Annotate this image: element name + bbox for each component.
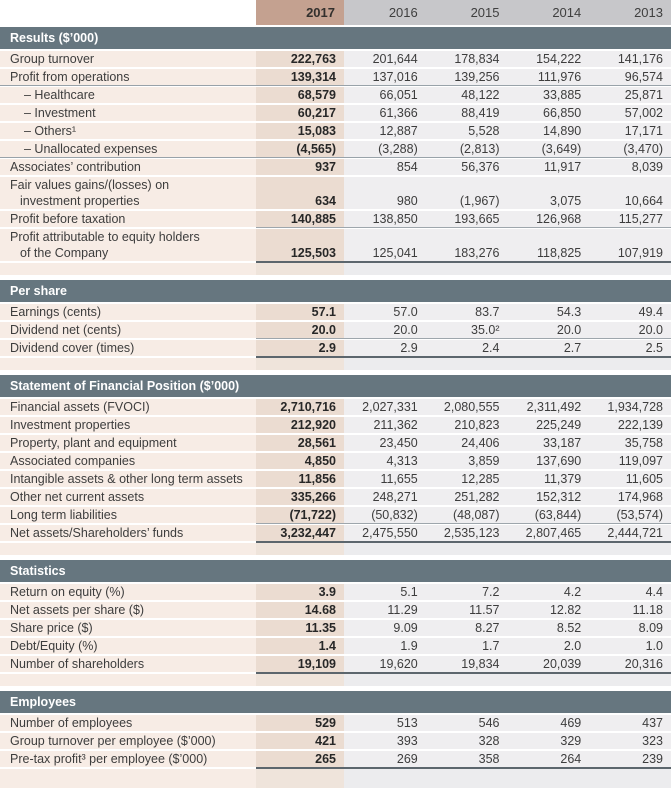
value-cell: 9.09 [344, 620, 426, 636]
row-label: Fair values gains/(losses) on [0, 177, 256, 193]
gap-label-segment [0, 674, 256, 686]
value-cell [589, 229, 671, 245]
value-cell: 193,665 [426, 211, 508, 228]
year-column-header: 2016 [344, 0, 426, 25]
value-cell-2017: 28,561 [256, 435, 344, 451]
value-cell: 210,823 [426, 417, 508, 433]
row-label: Long term liabilities [0, 507, 256, 524]
value-cell: 35.0² [426, 322, 508, 339]
value-cell: 3,859 [426, 453, 508, 469]
row-label: Associated companies [0, 453, 256, 469]
row-label: Dividend net (cents) [0, 322, 256, 339]
gap-data-segment [344, 674, 671, 686]
value-cell-2017: 212,920 [256, 417, 344, 433]
table-row [0, 525, 671, 543]
section-gap-band [0, 543, 671, 555]
value-cell-2017: 421 [256, 733, 344, 749]
value-cell: 20.0 [344, 322, 426, 339]
row-label: Return on equity (%) [0, 584, 256, 600]
row-label: Net assets per share ($) [0, 602, 256, 618]
gap-data-segment [344, 358, 671, 370]
value-cell: 20,039 [508, 656, 590, 674]
year-header-row [0, 0, 671, 25]
value-cell [426, 177, 508, 193]
value-cell: 137,690 [508, 453, 590, 469]
gap-data-segment [344, 263, 671, 275]
value-cell-2017 [256, 229, 344, 245]
gap-highlight-segment [256, 358, 344, 370]
value-cell: 2,080,555 [426, 399, 508, 415]
value-cell: 8.27 [426, 620, 508, 636]
value-cell-2017: 11,856 [256, 471, 344, 487]
year-column-header-highlighted: 2017 [256, 0, 344, 25]
table-row [0, 159, 671, 175]
value-cell-2017: 222,763 [256, 51, 344, 67]
row-label: – Investment [0, 105, 256, 121]
row-label: Group turnover per employee ($’000) [0, 733, 256, 749]
value-cell [589, 177, 671, 193]
table-row [0, 141, 671, 158]
value-cell [426, 229, 508, 245]
value-cell: 328 [426, 733, 508, 749]
gap-label-segment [0, 263, 256, 275]
table-row [0, 105, 671, 121]
value-cell: 20.0 [508, 322, 590, 339]
value-cell: 154,222 [508, 51, 590, 67]
value-cell: 54.3 [508, 304, 590, 320]
section-gap-band [0, 674, 671, 686]
table-row [0, 87, 671, 103]
section-header: Per share [0, 280, 671, 302]
value-cell: 48,122 [426, 87, 508, 103]
value-cell: 2,535,123 [426, 525, 508, 543]
row-label: Group turnover [0, 51, 256, 67]
value-cell-2017: 1.4 [256, 638, 344, 654]
value-cell: 211,362 [344, 417, 426, 433]
row-label: Investment properties [0, 417, 256, 433]
section-gap-band [0, 769, 671, 788]
value-cell: 11,917 [508, 159, 590, 175]
value-cell: 183,276 [426, 245, 508, 263]
value-cell: 11.57 [426, 602, 508, 618]
gap-data-segment [344, 769, 671, 788]
value-cell [344, 177, 426, 193]
value-cell: 24,406 [426, 435, 508, 451]
value-cell: 178,834 [426, 51, 508, 67]
value-cell: 1.7 [426, 638, 508, 654]
value-cell-2017: 3.9 [256, 584, 344, 600]
row-label: Debt/Equity (%) [0, 638, 256, 654]
table-row [0, 340, 671, 358]
row-label: – Healthcare [0, 87, 256, 103]
table-row [0, 602, 671, 618]
table-body [0, 27, 671, 788]
gap-highlight-segment [256, 263, 344, 275]
value-cell: 57.0 [344, 304, 426, 320]
value-cell-2017: 937 [256, 159, 344, 175]
section-header: Results ($’000) [0, 27, 671, 49]
value-cell: 141,176 [589, 51, 671, 67]
value-cell: 2.7 [508, 340, 590, 358]
value-cell: 11,379 [508, 471, 590, 487]
value-cell-2017: 3,232,447 [256, 525, 344, 543]
value-cell: 19,620 [344, 656, 426, 674]
value-cell-2017: 68,579 [256, 87, 344, 103]
value-cell-2017: 4,850 [256, 453, 344, 469]
table-row [0, 507, 671, 524]
value-cell: 248,271 [344, 489, 426, 505]
value-cell [508, 229, 590, 245]
section-header: Statistics [0, 560, 671, 582]
value-cell-2017: 634 [256, 193, 344, 209]
value-cell: 1.9 [344, 638, 426, 654]
value-cell [508, 177, 590, 193]
value-cell: 980 [344, 193, 426, 209]
row-label: Net assets/Shareholders’ funds [0, 525, 256, 543]
value-cell: 12.82 [508, 602, 590, 618]
value-cell: 83.7 [426, 304, 508, 320]
table-row [0, 245, 671, 263]
table-row [0, 584, 671, 600]
value-cell-2017: 529 [256, 715, 344, 731]
value-cell-2017 [256, 177, 344, 193]
table-row [0, 471, 671, 487]
row-label: of the Company [0, 245, 256, 263]
value-cell: 323 [589, 733, 671, 749]
value-cell: 225,249 [508, 417, 590, 433]
value-cell: 8,039 [589, 159, 671, 175]
value-cell: (3,649) [508, 141, 590, 158]
table-row [0, 453, 671, 469]
table-row [0, 435, 671, 451]
table-row [0, 620, 671, 636]
value-cell: 12,285 [426, 471, 508, 487]
value-cell: 269 [344, 751, 426, 769]
value-cell: 437 [589, 715, 671, 731]
value-cell: 12,887 [344, 123, 426, 139]
value-cell: 125,041 [344, 245, 426, 263]
value-cell: 5,528 [426, 123, 508, 139]
section-header: Employees [0, 691, 671, 713]
value-cell: 33,187 [508, 435, 590, 451]
value-cell: 4.2 [508, 584, 590, 600]
gap-highlight-segment [256, 769, 344, 788]
row-label: Profit attributable to equity holders [0, 229, 256, 245]
value-cell-2017: 125,503 [256, 245, 344, 263]
value-cell: 2,807,465 [508, 525, 590, 543]
value-cell: 25,871 [589, 87, 671, 103]
table-row [0, 322, 671, 339]
value-cell: 88,419 [426, 105, 508, 121]
value-cell: 222,139 [589, 417, 671, 433]
value-cell: 2,444,721 [589, 525, 671, 543]
value-cell: 469 [508, 715, 590, 731]
gap-highlight-segment [256, 543, 344, 555]
value-cell: 5.1 [344, 584, 426, 600]
value-cell: 8.09 [589, 620, 671, 636]
value-cell: 2.4 [426, 340, 508, 358]
value-cell [344, 229, 426, 245]
row-label: Number of employees [0, 715, 256, 731]
table-row [0, 193, 671, 209]
table-row [0, 177, 671, 193]
value-cell: 20,316 [589, 656, 671, 674]
table-row [0, 715, 671, 731]
table-row [0, 123, 671, 139]
value-cell: 11,655 [344, 471, 426, 487]
value-cell: 264 [508, 751, 590, 769]
value-cell: 49.4 [589, 304, 671, 320]
value-cell: 329 [508, 733, 590, 749]
table-row [0, 211, 671, 228]
value-cell-2017: 19,109 [256, 656, 344, 674]
value-cell: (50,832) [344, 507, 426, 524]
value-cell: 66,850 [508, 105, 590, 121]
value-cell-2017: 57.1 [256, 304, 344, 320]
value-cell-2017: 140,885 [256, 211, 344, 228]
value-cell: 107,919 [589, 245, 671, 263]
value-cell-2017: 14.68 [256, 602, 344, 618]
section-gap-band [0, 358, 671, 370]
table-row [0, 489, 671, 505]
value-cell-2017: 11.35 [256, 620, 344, 636]
table-row [0, 638, 671, 654]
value-cell: 2,311,492 [508, 399, 590, 415]
value-cell: 2,027,331 [344, 399, 426, 415]
value-cell-2017: (4,565) [256, 141, 344, 158]
value-cell: 119,097 [589, 453, 671, 469]
row-label: – Others¹ [0, 123, 256, 139]
value-cell: 393 [344, 733, 426, 749]
value-cell: 251,282 [426, 489, 508, 505]
section-header: Statement of Financial Position ($’000) [0, 375, 671, 397]
value-cell: (3,470) [589, 141, 671, 158]
row-label: Profit from operations [0, 69, 256, 86]
value-cell-2017: 60,217 [256, 105, 344, 121]
row-label: Number of shareholders [0, 656, 256, 674]
value-cell: (1,967) [426, 193, 508, 209]
value-cell: 33,885 [508, 87, 590, 103]
row-label: investment properties [0, 193, 256, 209]
value-cell: 2,475,550 [344, 525, 426, 543]
table-row [0, 399, 671, 415]
value-cell: 358 [426, 751, 508, 769]
value-cell-2017: 335,266 [256, 489, 344, 505]
value-cell: 118,825 [508, 245, 590, 263]
value-cell: 174,968 [589, 489, 671, 505]
row-label: Intangible assets & other long term assets [0, 471, 256, 487]
value-cell: 56,376 [426, 159, 508, 175]
row-label: – Unallocated expenses [0, 141, 256, 158]
value-cell: 513 [344, 715, 426, 731]
table-row [0, 733, 671, 749]
gap-data-segment [344, 543, 671, 555]
value-cell: 2.9 [344, 340, 426, 358]
gap-highlight-segment [256, 674, 344, 686]
value-cell: 8.52 [508, 620, 590, 636]
table-row [0, 656, 671, 674]
value-cell: 61,366 [344, 105, 426, 121]
value-cell-2017: 139,314 [256, 69, 344, 86]
value-cell: 546 [426, 715, 508, 731]
value-cell: 854 [344, 159, 426, 175]
table-row [0, 229, 671, 245]
value-cell-2017: 20.0 [256, 322, 344, 339]
value-cell: 126,968 [508, 211, 590, 228]
value-cell: 19,834 [426, 656, 508, 674]
value-cell: 7.2 [426, 584, 508, 600]
value-cell: (53,574) [589, 507, 671, 524]
value-cell: 2.0 [508, 638, 590, 654]
value-cell-2017: 265 [256, 751, 344, 769]
year-column-header: 2013 [589, 0, 671, 25]
value-cell: 17,171 [589, 123, 671, 139]
value-cell: 138,850 [344, 211, 426, 228]
row-label: Profit before taxation [0, 211, 256, 228]
value-cell: (63,844) [508, 507, 590, 524]
value-cell: 10,664 [589, 193, 671, 209]
value-cell: 1.0 [589, 638, 671, 654]
value-cell: 111,976 [508, 69, 590, 86]
table-row [0, 751, 671, 769]
value-cell: 115,277 [589, 211, 671, 228]
value-cell: (3,288) [344, 141, 426, 158]
value-cell-2017: 2.9 [256, 340, 344, 358]
table-row [0, 51, 671, 67]
value-cell: 11,605 [589, 471, 671, 487]
value-cell-2017: (71,722) [256, 507, 344, 524]
value-cell: 66,051 [344, 87, 426, 103]
value-cell: 137,016 [344, 69, 426, 86]
value-cell: 2.5 [589, 340, 671, 358]
value-cell: 57,002 [589, 105, 671, 121]
row-label: Financial assets (FVOCI) [0, 399, 256, 415]
gap-label-segment [0, 358, 256, 370]
row-label: Property, plant and equipment [0, 435, 256, 451]
value-cell: 3,075 [508, 193, 590, 209]
value-cell: 1,934,728 [589, 399, 671, 415]
row-label: Pre-tax profit³ per employee ($’000) [0, 751, 256, 769]
value-cell: (2,813) [426, 141, 508, 158]
value-cell: 11.18 [589, 602, 671, 618]
header-spacer [0, 0, 256, 25]
table-row [0, 69, 671, 86]
section-gap-band [0, 263, 671, 275]
value-cell: 201,644 [344, 51, 426, 67]
gap-label-segment [0, 769, 256, 788]
gap-label-segment [0, 543, 256, 555]
row-label: Associates’ contribution [0, 159, 256, 175]
table-row [0, 417, 671, 433]
value-cell: 14,890 [508, 123, 590, 139]
value-cell-2017: 2,710,716 [256, 399, 344, 415]
value-cell: 11.29 [344, 602, 426, 618]
row-label: Share price ($) [0, 620, 256, 636]
value-cell: (48,087) [426, 507, 508, 524]
value-cell-2017: 15,083 [256, 123, 344, 139]
value-cell: 139,256 [426, 69, 508, 86]
row-label: Earnings (cents) [0, 304, 256, 320]
year-column-header: 2014 [508, 0, 590, 25]
table-row [0, 304, 671, 320]
value-cell: 20.0 [589, 322, 671, 339]
row-label: Dividend cover (times) [0, 340, 256, 358]
value-cell: 35,758 [589, 435, 671, 451]
row-label: Other net current assets [0, 489, 256, 505]
year-column-header: 2015 [426, 0, 508, 25]
value-cell: 4,313 [344, 453, 426, 469]
value-cell: 239 [589, 751, 671, 769]
value-cell: 4.4 [589, 584, 671, 600]
value-cell: 96,574 [589, 69, 671, 86]
value-cell: 23,450 [344, 435, 426, 451]
value-cell: 152,312 [508, 489, 590, 505]
